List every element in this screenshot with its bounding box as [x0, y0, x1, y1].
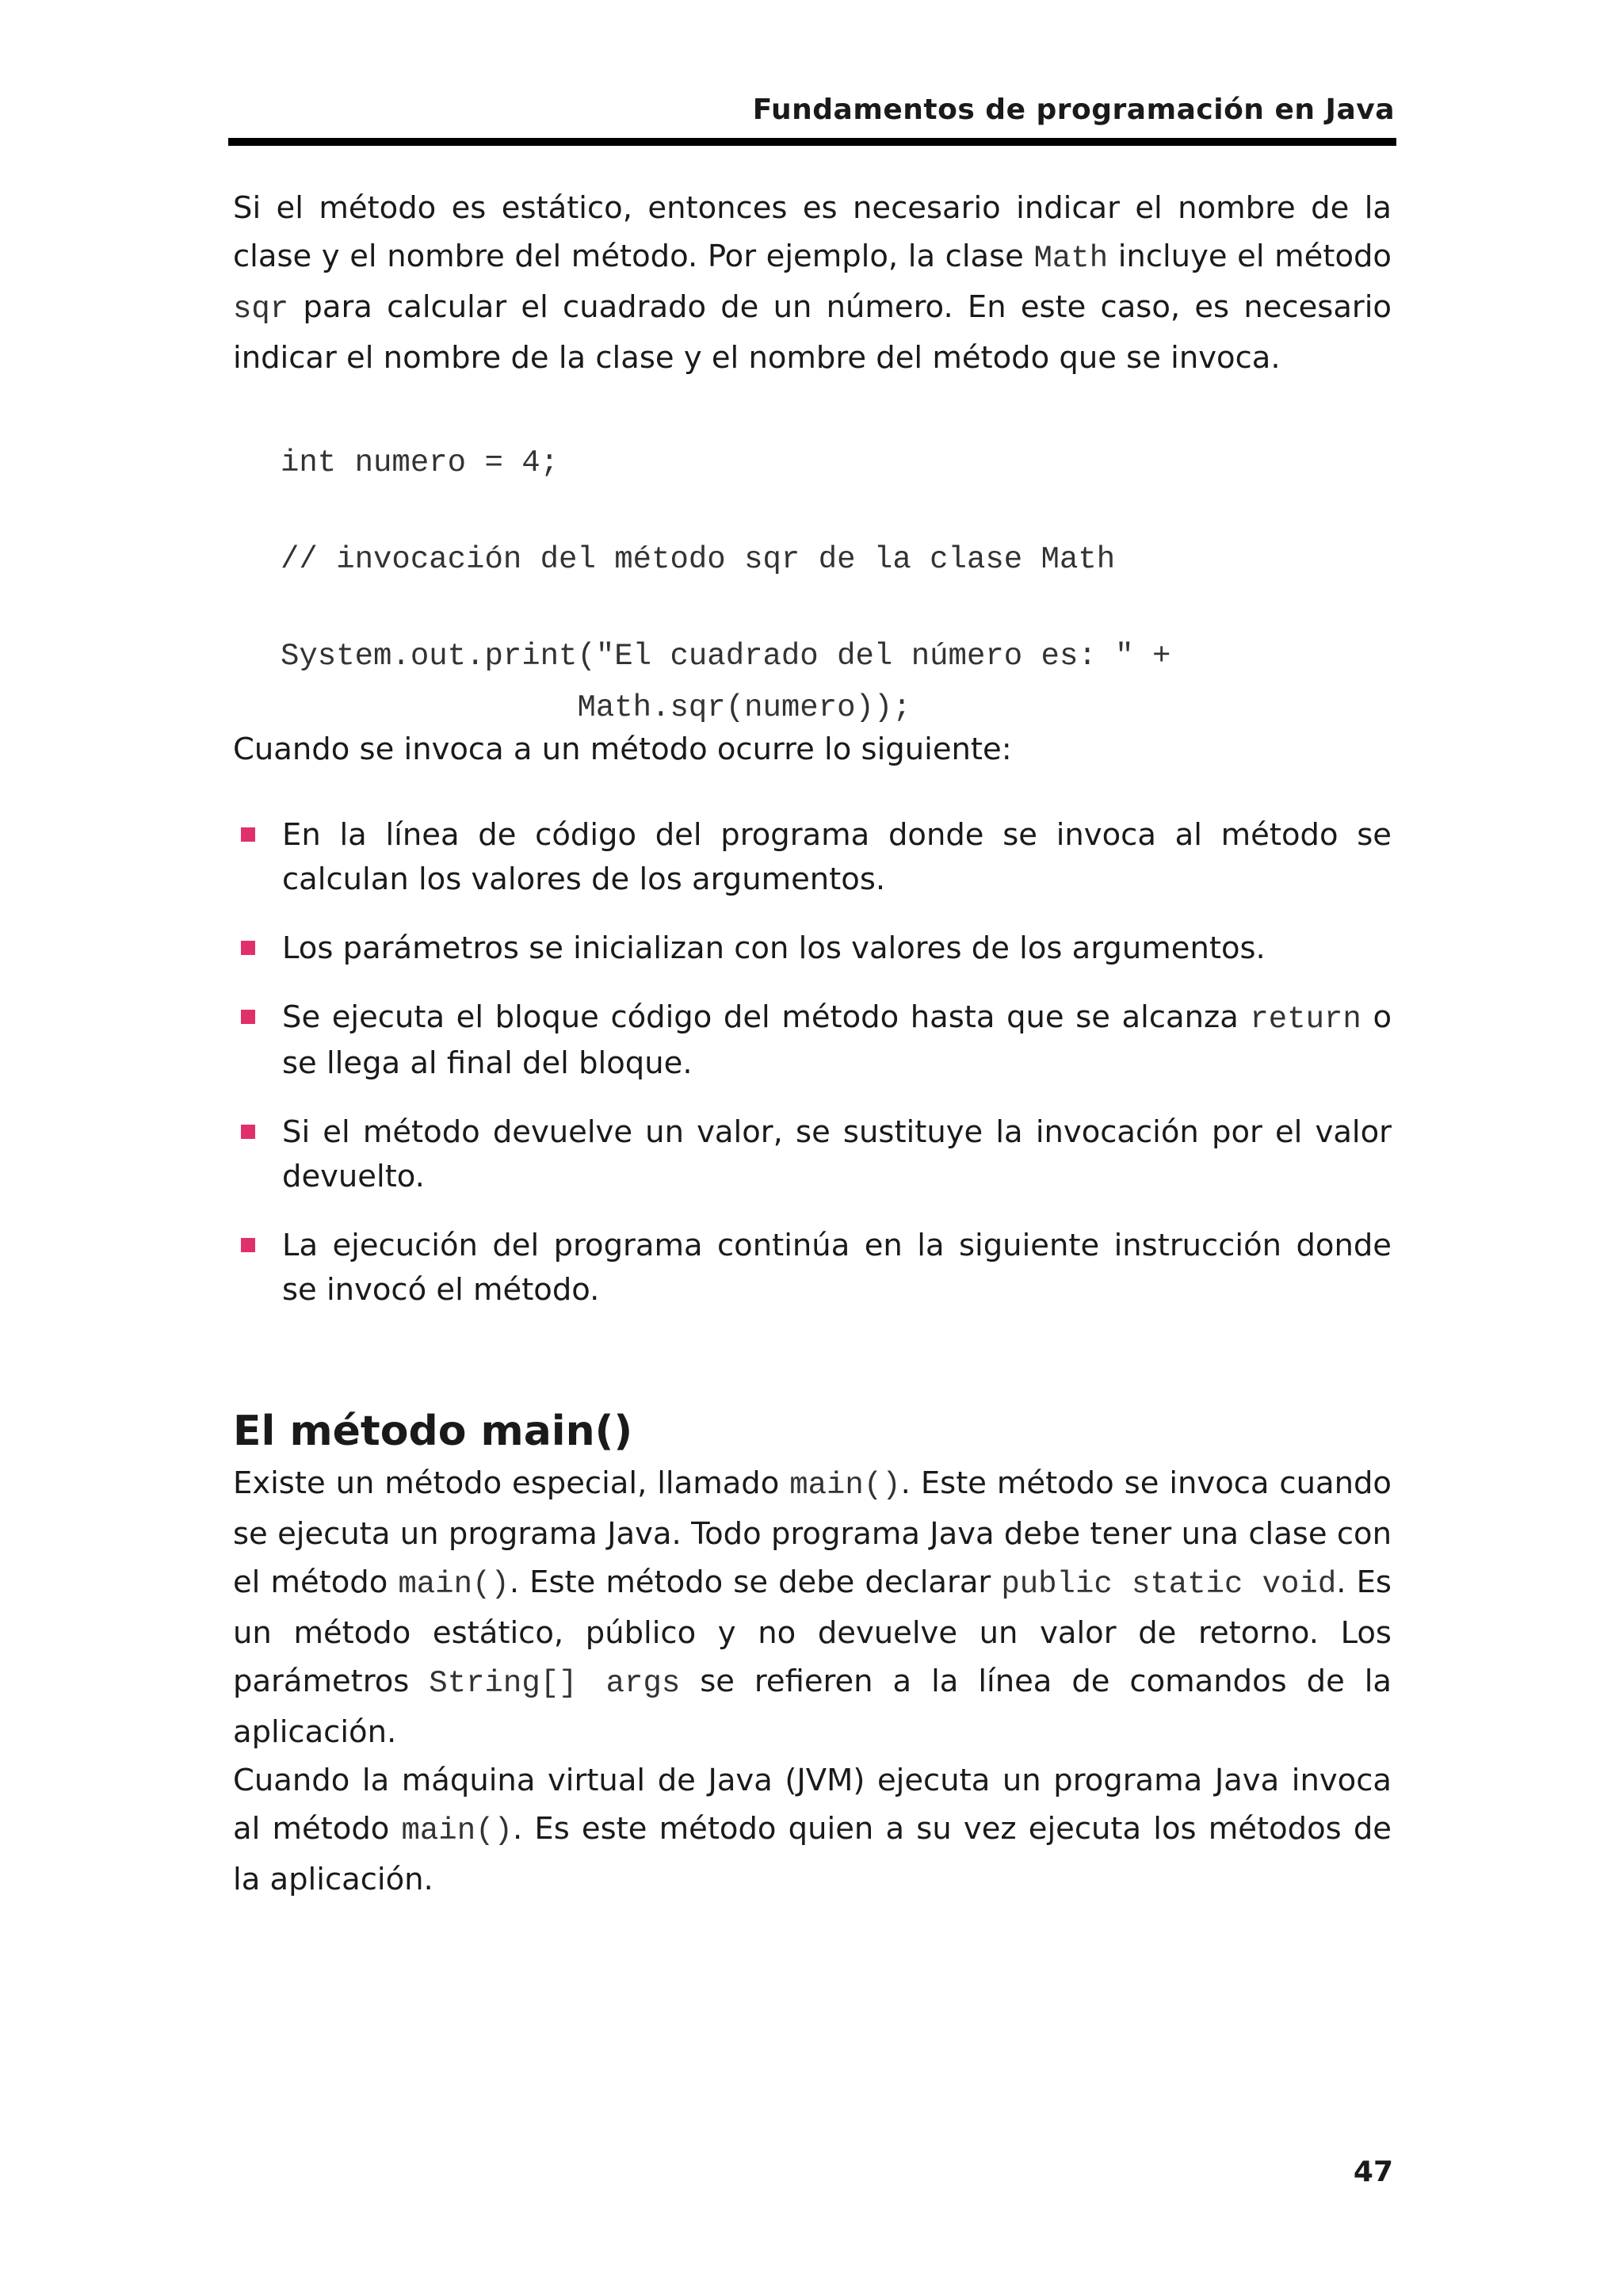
list-item: Se ejecuta el bloque código del método hasta que se alcanza return o se llega al final del bloque. [233, 995, 1392, 1086]
page-content [233, 184, 1392, 1904]
code-line: int numero = 4; [281, 445, 559, 480]
code-comment: // invocación del método sqr de la clase Math [281, 542, 1116, 577]
section-heading: El método main() [233, 1408, 633, 1455]
inline-code: main() [789, 1468, 901, 1503]
running-header: Fundamentos de programación en Java [752, 94, 1395, 126]
page-number: 47 [1353, 2156, 1393, 2188]
list-item: En la línea de código del programa donde se invoca al método se calculan los valores de los argumentos. [233, 813, 1392, 902]
list-item: La ejecución del programa continúa en la siguiente instrucción donde se invocó el método. [233, 1224, 1392, 1312]
bullet-square-icon [241, 827, 255, 842]
main-method-paragraph: Existe un método especial, llamado main(). Este método se invoca cuando se ejecuta un programa Java. Todo programa Java debe tener una clase con el método main(). Este método se debe declarar public static void. Es un método estático, público y no devuelve un valor de retorno. Los parámetros String[] args se refieren a la línea de comandos de la aplicación. [233, 1465, 1392, 1750]
inline-code: return [1250, 1002, 1361, 1037]
bullet-square-icon [241, 1010, 255, 1024]
header-rule [228, 138, 1396, 146]
code-line: Math.sqr(numero)); [281, 690, 911, 725]
inline-code: public static void [1001, 1567, 1337, 1602]
inline-code: main() [398, 1567, 510, 1602]
bullet-list [233, 813, 1392, 1312]
inline-code: sqr [233, 292, 289, 327]
invocation-intro: Cuando se invoca a un método ocurre lo siguiente: [233, 732, 1012, 767]
inline-code: Math [1033, 241, 1109, 276]
bullet-square-icon [241, 1238, 255, 1252]
bullet-square-icon [241, 1125, 255, 1139]
bullet-square-icon [241, 941, 255, 955]
jvm-paragraph: Cuando la máquina virtual de Java (JVM) ejecuta un programa Java invoca al método main(). Es este método quien a su vez ejecuta los métodos de la aplicación. [233, 1763, 1392, 1897]
inline-code: String[] args [429, 1666, 681, 1701]
list-item: Los parámetros se inicializan con los valores de los argumentos. [233, 926, 1392, 971]
intro-paragraph: Si el método es estático, entonces es necesario indicar el nombre de la clase y el nombre del método. Por ejemplo, la clase Math incluye el método sqr para calcular el cuadrado de un número. En este caso, es necesario indicar el nombre de la clase y el nombre del método que se invoca. [233, 190, 1392, 376]
inline-code: main() [401, 1813, 513, 1848]
list-item: Si el método devuelve un valor, se sustituye la invocación por el valor devuelto. [233, 1110, 1392, 1199]
code-line: System.out.print("El cuadrado del número es: " + [281, 639, 1171, 674]
